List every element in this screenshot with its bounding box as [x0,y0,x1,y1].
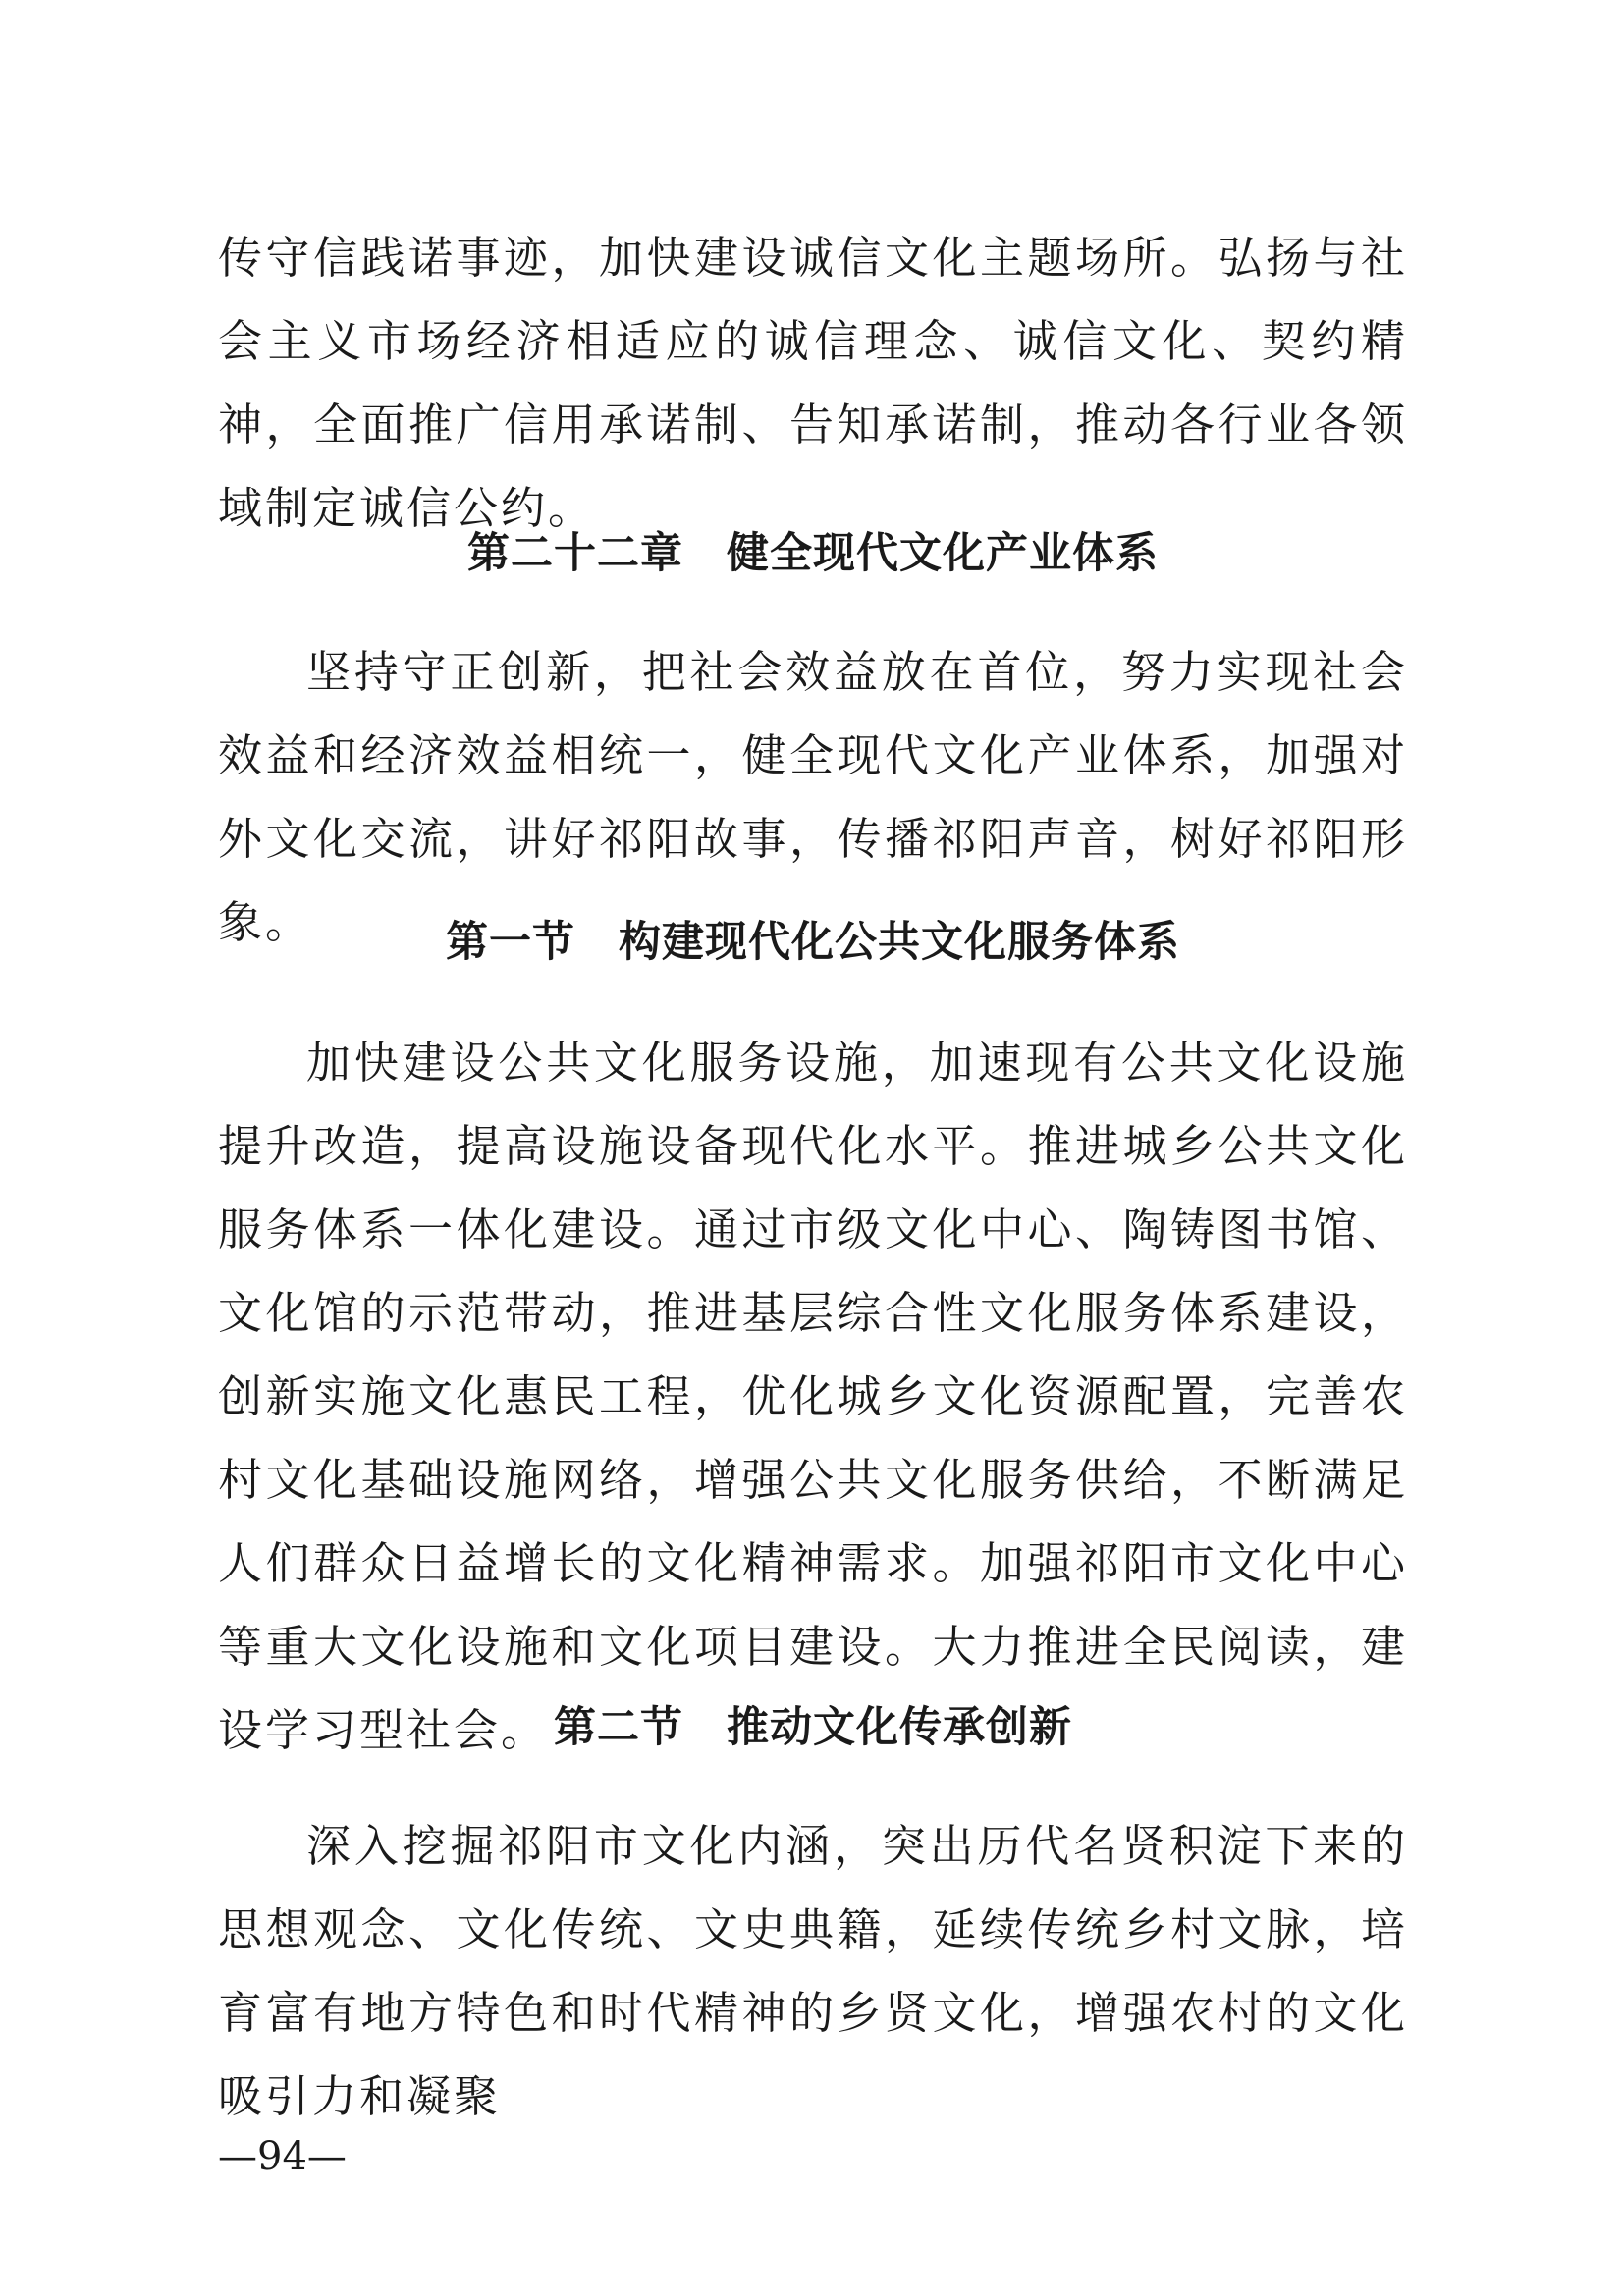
section1-paragraph-block [218,1021,1408,1772]
section2-paragraph: 深入挖掘祁阳市文化内涵，突出历代名贤积淀下来的思想观念、文化传统、文史典籍，延续传统乡村文脉，培育富有地方特色和时代精神的乡贤文化，增强农村的文化吸引力和凝聚 [218,1820,1408,2122]
intro-paragraph-block [218,216,1408,550]
page-number: —94— [218,2134,347,2179]
intro-paragraph: 传守信践诺事迹，加快建设诚信文化主题场所。弘扬与社会主义市场经济相适应的诚信理念、诚信文化、契约精神，全面推广信用承诺制、告知承诺制，推动各行业各领域制定诚信公约。 [218,232,1408,534]
section2-title: 第二节 推动文化传承创新 [554,1703,1072,1752]
section2-paragraph-block [218,1804,1408,2138]
section1-paragraph: 加快建设公共文化服务设施，加速现有公共文化设施提升改造，提高设施设备现代化水平。推进城乡公共文化服务体系一体化建设。通过市级文化中心、陶铸图书馆、文化馆的示范带动，推进基层综合性文化服务体系建设，创新实施文化惠民工程，优化城乡文化资源配置，完善农村文化基础设施网络，增强公共文化服务供给，不断满足人们群众日益增长的文化精神需求。加强祁阳市文化中心等重大文化设施和文化项目建设。大力推进全民阅读，建设学习型社会。 [218,1037,1408,1756]
chapter-title: 第二十二章 健全现代文化产业体系 [467,529,1159,578]
section1-title: 第一节 构建现代化公共文化服务体系 [446,918,1180,967]
chapter-paragraph: 坚持守正创新，把社会效益放在首位，努力实现社会效益和经济效益相统一，健全现代文化产业体系，加强对外文化交流，讲好祁阳故事，传播祁阳声音，树好祁阳形象。 [218,646,1408,948]
